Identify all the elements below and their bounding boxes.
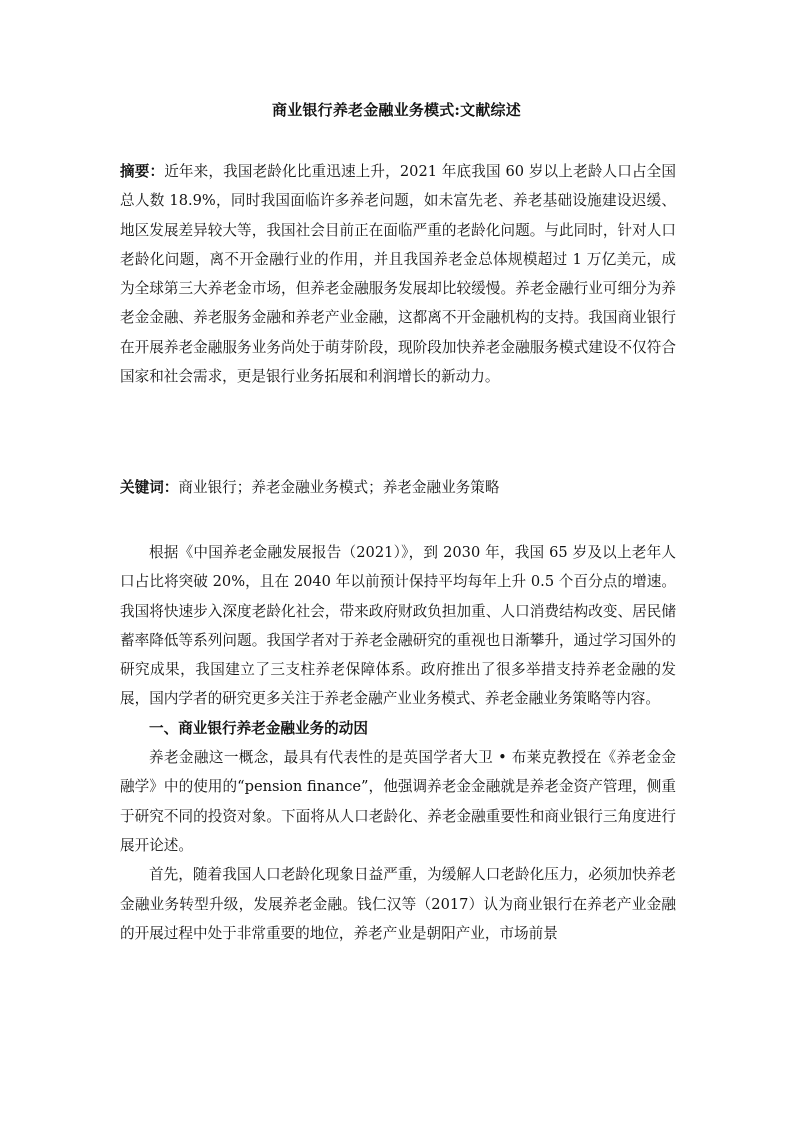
body-paragraph: 首先，随着我国人口老龄化现象日益严重，为缓解人口老龄化压力，必须加快养老金融业务转型升级，发展养老金融。钱仁汉等（2017）认为商业银行在养老产业金融的开展过程中处于非常重要的地位，养老产业是朝阳产业，市场前景 <box>120 866 676 942</box>
abstract-label: 摘要： <box>120 163 165 180</box>
document-title: 商业银行养老金融业务模式:文献综述 <box>272 101 521 119</box>
keywords-text: 商业银行；养老金融业务模式；养老金融业务策略 <box>178 479 500 496</box>
body-paragraph: 根据《中国养老金融发展报告（2021）》，到 2030 年，我国 65 岁及以上老年人口占比将突破 20%，且在 2040 年以前预计保持平均每年上升 0.5 个百分点的增速。我国将快速步入深度老龄化社会，带来政府财政负担加重、人口消费结构改变、居民储蓄率降低等系列问题。我国学者对于养老金融研究的重视也日渐攀升，通过学习国外的研究成果，我国建立了三支柱养老保障体系。政府推出了很多举措支持养老金融的发展，国内学者的研究更多关注于养老金融产业业务模式、养老金融业务策略等内容。 <box>120 544 676 708</box>
keywords-label: 关键词： <box>120 479 179 496</box>
section-heading: 一、商业银行养老金融业务的动因 <box>149 719 368 737</box>
abstract-section <box>120 157 676 391</box>
keywords-section <box>120 473 676 502</box>
body-section <box>120 538 676 948</box>
body-paragraph: 养老金融这一概念，最具有代表性的是英国学者大卫 • 布莱克教授在《养老金金融学》中的使用的“pension finance”，他强调养老金金融就是养老金资产管理，侧重于研究不同的投资对象。下面将从人口老龄化、养老金融重要性和商业银行三角度进行展开论述。 <box>120 749 676 854</box>
abstract-text: 近年来，我国老龄化比重迅速上升，2021 年底我国 60 岁以上老龄人口占全国总人数 18.9%，同时我国面临许多养老问题，如未富先老、养老基础设施建设迟缓、地区发展差异较大等，我国社会目前正在面临严重的老龄化问题。与此同时，针对人口老龄化问题，离不开金融行业的作用，并且我国养老金总体规模超过 1 万亿美元，成为全球第三大养老金市场，但养老金融服务发展却比较缓慢。养老金融行业可细分为养老金金融、养老服务金融和养老产业金融，这都离不开金融机构的支持。我国商业银行在开展养老金融服务业务尚处于萌芽阶段，现阶段加快养老金融服务模式建设不仅符合国家和社会需求，更是银行业务拓展和利润增长的新动力。 <box>120 163 676 386</box>
